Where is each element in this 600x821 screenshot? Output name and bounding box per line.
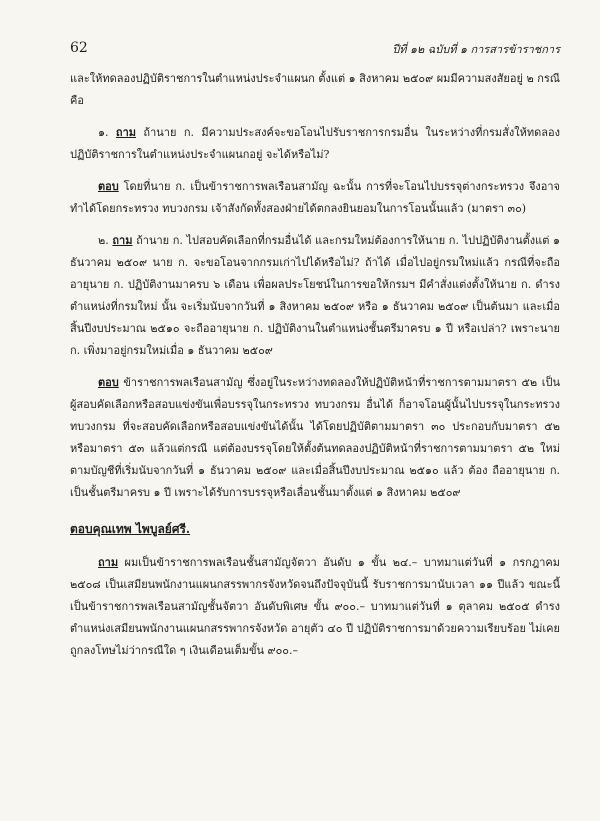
- paragraph: [70, 68, 560, 112]
- paragraph-text: ผมเป็นข้าราชการพลเรือนชั้นสามัญจัตวา อันดับ ๑ ขั้น ๒๔.– บาทมาแต่วันที่ ๑ กรกฎาคม ๒๕๐๘ เป็นเสมียนพนักงานแผนกสรรพากรจังหวัดจนถึงปัจจุบันนี้ รับราชการมานับเวลา ๑๑ ปีแล้ว ขณะนี้เป็นข้าราชการพลเรือนสามัญชั้นจัตวา อันดับพิเศษ ขั้น ๙๐๐.– บาทมาแต่วันที่ ๑ ตุลาคม ๒๕๐๕ ดำรงตำแหน่งเสมียนพนักงานแผนกสรรพากรจังหวัด อายุตัว ๔๐ ปี ปฏิบัติราชการมาด้วยความเรียบร้อย ไม่เคยถูกลงโทษไม่ว่ากรณีใด ๆ เงินเดือนเต็มขั้น ๙๐๐.–: [70, 556, 560, 657]
- question-label: ถาม: [98, 556, 119, 569]
- question-label: ถาม: [112, 234, 133, 247]
- paragraph-text: และให้ทดลองปฏิบัติราชการในตำแหน่งประจำแผนก ตั้งแต่ ๑ สิงหาคม ๒๕๐๙ ผมมีความสงสัยอยู่ ๒ กรณี คือ: [70, 72, 560, 107]
- running-head: ปีที่ ๑๒ ฉบับที่ ๑ การสารข้าราชการ: [392, 43, 560, 56]
- paragraph-text: ข้าราชการพลเรือนสามัญ ซึ่งอยู่ในระหว่างทดลองให้ปฏิบัติหน้าที่ราชการตามมาตรา ๕๒ เป็นผู้สอบคัดเลือกหรือสอบแข่งขันเพื่อบรรจุในกระทรวง ทบวงกรม อื่นได้ ก็อาจโอนผู้นั้นไปบรรจุในกระทรวง ทบวงกรม ที่จะสอบคัดเลือกหรือสอบแข่งขันได้นั้น ได้โดยปฏิบัติตามมาตรา ๓๐ ประกอบกับมาตรา ๕๒ หรือมาตรา ๕๓ แล้วแต่กรณี แต่ต้องบรรจุโดยให้ตั้งต้นทดลองปฏิบัติหน้าที่ราชการตามมาตรา ๕๒ ใหม่ตามบัญชีที่เริ่มนับจากวันที่ ๑ ธันวาคม ๒๕๐๙ และเมื่อสิ้นปีงบประมาณ ๒๕๑๐ แล้ว ต้อง ถืออายุนาย ก. เป็นชั้นตรีมาครบ ๑ ปี เพราะได้รับการบรรจุหรือเลื่อนชั้นมาตั้งแต่ ๑ สิงหาคม ๒๕๐๙: [70, 376, 560, 499]
- qa-paragraph: [70, 176, 560, 220]
- qa-paragraph: [70, 122, 560, 166]
- answer-label: ตอบ: [98, 180, 119, 193]
- answer-label: ตอบ: [98, 376, 119, 389]
- paragraph-text: ถ้านาย ก. ไปสอบคัดเลือกที่กรมอื่นได้ และกรมใหม่ต้องการให้นาย ก. ไปปฏิบัติงานตั้งแต่ ๑ ธันวาคม ๒๕๐๙ นาย ก. จะขอโอนจากกรมเก่าไปได้หรือไม่? ถ้าได้ เมื่อไปอยู่กรมใหม่แล้ว กรณีที่จะถืออายุนาย ก. ปฏิบัติงานมาครบ ๖ เดือน เพื่อผลประโยชน์ในการขอให้กรมฯ มีคำสั่งแต่งตั้งให้นาย ก. ดำรงตำแหน่งที่กรมใหม่ นั้น จะเริ่มนับจากวันที่ ๑ สิงหาคม ๒๕๐๙ หรือ ๑ ธันวาคม ๒๕๐๙ เป็นต้นมา และเมื่อสิ้นปีงบประมาณ ๒๕๑๐ จะถืออายุนาย ก. ปฏิบัติงานในตำแหน่งชั้นตรีมาครบ ๑ ปี หรือเปล่า? เพราะนาย ก. เพิ่งมาอยู่กรมใหม่เมื่อ ๑ ธันวาคม ๒๕๐๙: [70, 234, 561, 357]
- qa-paragraph: [70, 372, 560, 504]
- page-number: 62: [70, 40, 88, 56]
- qa-paragraph: [70, 552, 560, 662]
- paragraph-text: โดยที่นาย ก. เป็นข้าราชการพลเรือนสามัญ ฉะนั้น การที่จะโอนไปบรรจุต่างกระทรวง จึงอาจทำได้โดยกระทรวง ทบวงกรม เจ้าสังกัดทั้งสองฝ่ายได้ตกลงยินยอมในการโอนนั้นแล้ว (มาตรา ๓๐): [70, 180, 560, 215]
- section-heading: ตอบคุณเทพ ไพบูลย์ศรี.: [70, 522, 191, 536]
- item-number: ๒.: [98, 234, 109, 247]
- document-body: [70, 68, 560, 672]
- question-label: ถาม: [115, 126, 136, 139]
- qa-paragraph: [70, 230, 560, 362]
- page-header: [70, 40, 560, 60]
- paragraph-text: ถ้านาย ก. มีความประสงค์จะขอโอนไปรับราชการกรมอื่น ในระหว่างที่กรมสั่งให้ทดลองปฏิบัติราชการในตำแหน่งประจำแผนกอยู่ จะได้หรือไม่?: [70, 126, 560, 161]
- item-number: ๑.: [98, 126, 109, 139]
